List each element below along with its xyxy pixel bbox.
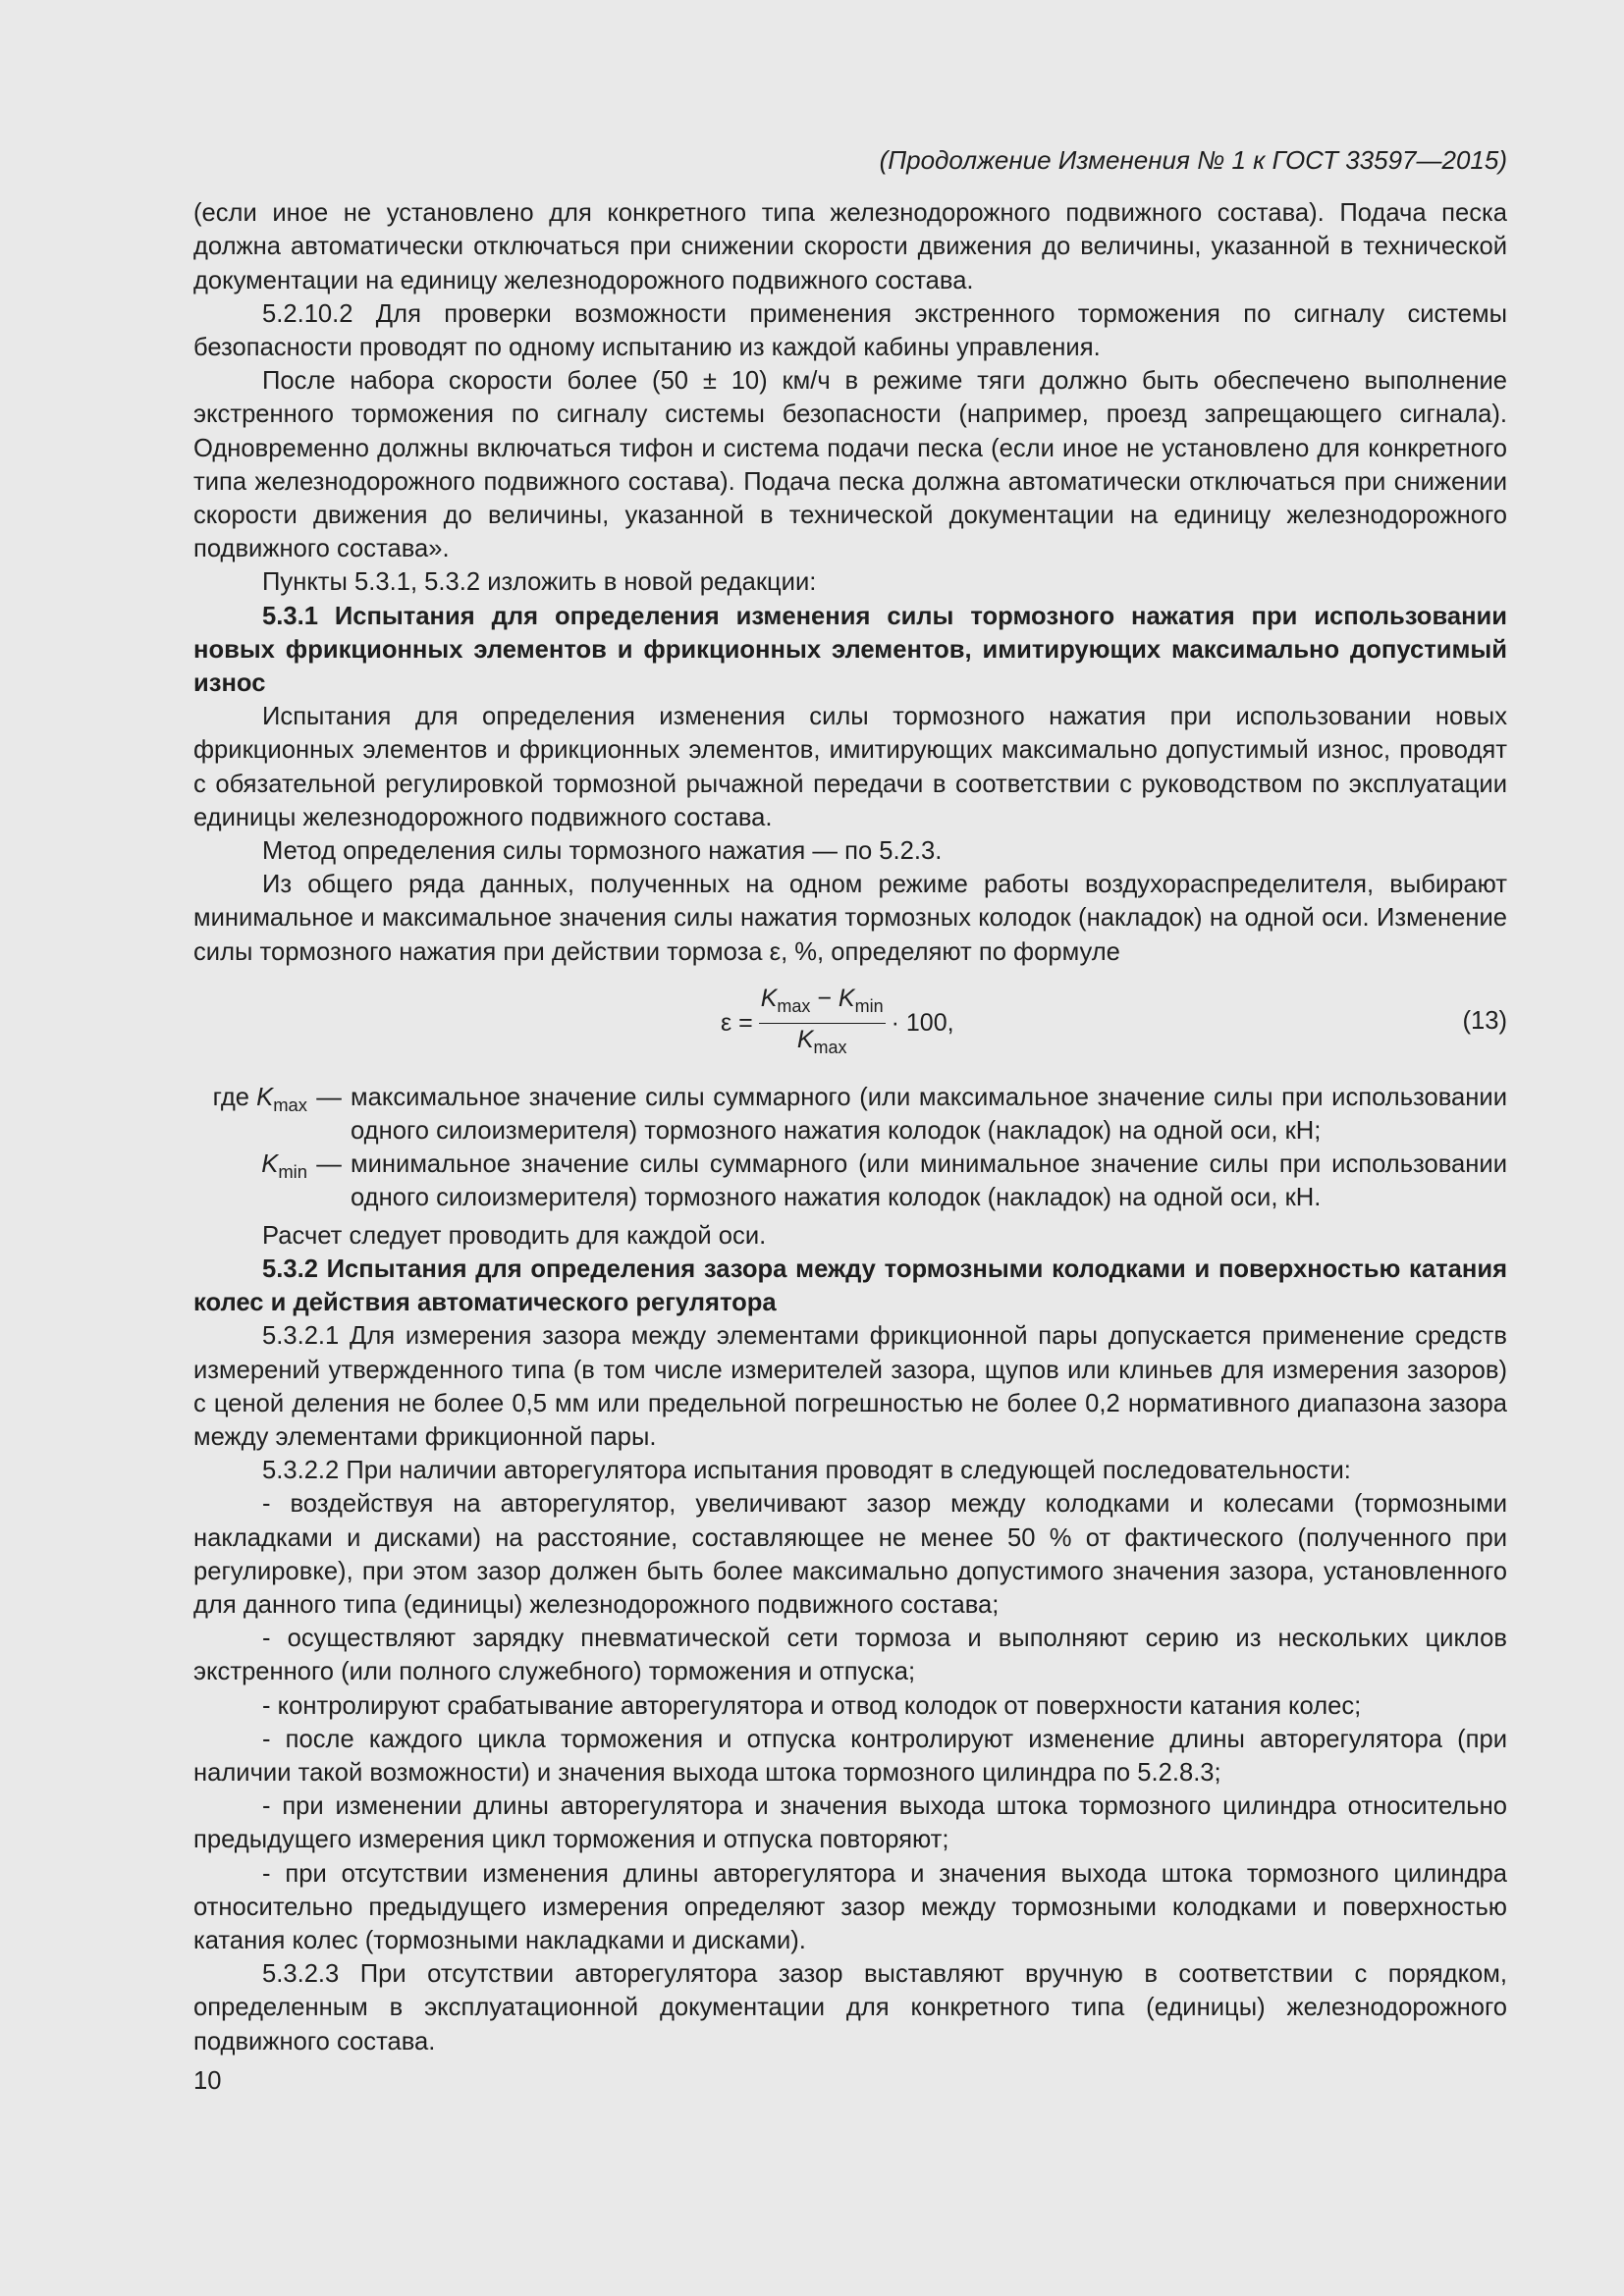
formula-13 [721, 983, 954, 1063]
list-item: - осуществляют зарядку пневматической сети тормоза и выполняют серию из нескольких циклов экстренного (или полного служебного) торможения и отпуска; [193, 1625, 1507, 1686]
paragraph-per-axle: Расчет следует проводить для каждой оси. [262, 1221, 767, 1250]
paragraph-5-3-2-3: 5.3.2.3 При отсутствии авторегулятора зазор выставляют вручную в соответствии с порядком, определенным в эксплуатационной документации для конкретного типа (единицы) железнодорожного подвижного состава. [193, 1960, 1507, 2056]
definition-kmin: $K_{min}$ — минимальное значение силы суммарного (или минимальное значение силы при использовании одного силоизмерителя) тормозного нажатия колодок (накладок) на одной оси, кН. [193, 1148, 1507, 1214]
definition-symbol: где $K_{max}$ [212, 1083, 307, 1115]
document-page [193, 143, 1507, 2098]
running-header: (Продолжение Изменения № 1 к ГОСТ 33597—2015) [879, 145, 1507, 175]
paragraph-5-3-2-2: 5.3.2.2 При наличии авторегулятора испытания проводят в следующей последовательности: [262, 1457, 1351, 1485]
formula-numerator: $K_{max} - K_{min}$ [759, 983, 886, 1024]
section-heading-5-3-2: 5.3.2 Испытания для определения зазора между тормозными колодками и поверхностью катания колес и действия автоматического регулятора [193, 1255, 1507, 1317]
section-heading-5-3-1: 5.3.1 Испытания для определения изменения силы тормозного нажатия при использовании новых фрикционных элементов и фрикционных элементов, имитирующих максимально допустимый износ [193, 602, 1507, 698]
formula-fraction [759, 983, 886, 1063]
definition-text: максимальное значение силы суммарного (или максимальное значение силы при использовании одного силоизмерителя) тормозного нажатия колодок (накладок) на одной оси, кН; [351, 1083, 1507, 1146]
paragraph-5-2-10-2: 5.2.10.2 Для проверки возможности применения экстренного торможения по сигналу системы безопасности проводят по одному испытанию из каждой кабины управления. [193, 299, 1507, 362]
list-item: - воздействуя на авторегулятор, увеличивают зазор между колодками и колесами (тормозными накладками и дисками) на расстояние, составляющее не менее 50 % от фактического (полученного при регулировке), при этом зазор должен быть более максимально допустимого значения зазора, установленного для данного типа (единицы) железнодорожного подвижного состава; [193, 1490, 1507, 1619]
equation-number: (13) [1462, 1006, 1507, 1035]
paragraph-test-description: Испытания для определения изменения силы тормозного нажатия при использовании новых фрикционных элементов и фрикционных элементов, имитирующих максимально допустимый износ, проводят с обязательной регулировкой тормозной рычажной передачи в соответствии с руководством по эксплуатации единицы железнодорожного подвижного состава. [193, 703, 1507, 831]
formula-block [193, 983, 1507, 1061]
list-item: - при изменении длины авторегулятора и значения выхода штока тормозного цилиндра относительно предыдущего измерения цикл торможения и отпуска повторяют; [193, 1792, 1507, 1854]
list-item: - контролируют срабатывание авторегулятора и отвод колодок от поверхности катания колес; [262, 1691, 1362, 1720]
list-item: - при отсутствии изменения длины авторегулятора и значения выхода штока тормозного цилиндра относительно предыдущего измерения определяют зазор между тормозными колодками и поверхностью катания колес (тормозными накладками и дисками). [193, 1859, 1507, 1954]
page-number: 10 [193, 2066, 222, 2095]
paragraph-5-3-2-1: 5.3.2.1 Для измерения зазора между элементами фрикционной пары допускается применение средств измерений утвержденного типа (в том числе измерителей зазора, щупов или клиньев для измерения зазоров) с ценой деления не более 0,5 мм или предельной погрешностью не более 0,2 нормативного диапазона зазора между элементами фрикционной пары. [193, 1322, 1507, 1451]
formula-tail: · 100, [891, 1008, 954, 1037]
paragraph-method: Метод определения силы тормозного нажатия — по 5.2.3. [262, 837, 943, 866]
formula-lhs: ε = [721, 1008, 753, 1037]
list-item: - после каждого цикла торможения и отпуска контролируют изменение длины авторегулятора (при наличии такой возможности) и значения выхода штока тормозного цилиндра по 5.2.8.3; [193, 1725, 1507, 1787]
formula-denominator: $K_{max}$ [796, 1025, 847, 1057]
paragraph-formula-intro: Из общего ряда данных, полученных на одном режиме работы воздухораспределителя, выбирают минимальное и максимальное значения силы нажатия тормозных колодок (накладок) на одной оси. Изменение силы тормозного нажатия при действии тормоза ε, %, определяют по формуле [193, 871, 1507, 966]
definition-kmax: где $K_{max}$ — максимальное значение силы суммарного (или максимальное значение силы при использовании одного силоизмерителя) тормозного нажатия колодок (накладок) на одной оси, кН; [193, 1081, 1507, 1148]
paragraph-speed-test: После набора скорости более (50 ± 10) км/ч в режиме тяги должно быть обеспечено выполнение экстренного торможения по сигналу системы безопасности (например, проезд запрещающего сигнала). Одновременно должны включаться тифон и система подачи песка (если иное не установлено для конкретного типа железнодорожного подвижного состава). Подача песка должна автоматически отключаться при снижении скорости движения до величины, указанной в технической документации на единицу железнодорожного подвижного состава». [193, 367, 1507, 563]
paragraph-continuation: (если иное не установлено для конкретного типа железнодорожного подвижного состава). Подача песка должна автоматически отключаться при снижении скорости движения до величины, указанной в технической документации на единицу железнодорожного подвижного состава. [193, 199, 1507, 294]
definition-symbol: $K_{min}$ [261, 1150, 307, 1183]
paragraph-new-edition: Пункты 5.3.1, 5.3.2 изложить в новой редакции: [262, 568, 817, 597]
definition-text: минимальное значение силы суммарного (или минимальное значение силы при использовании одного силоизмерителя) тормозного нажатия колодок (накладок) на одной оси, кН. [351, 1150, 1507, 1212]
